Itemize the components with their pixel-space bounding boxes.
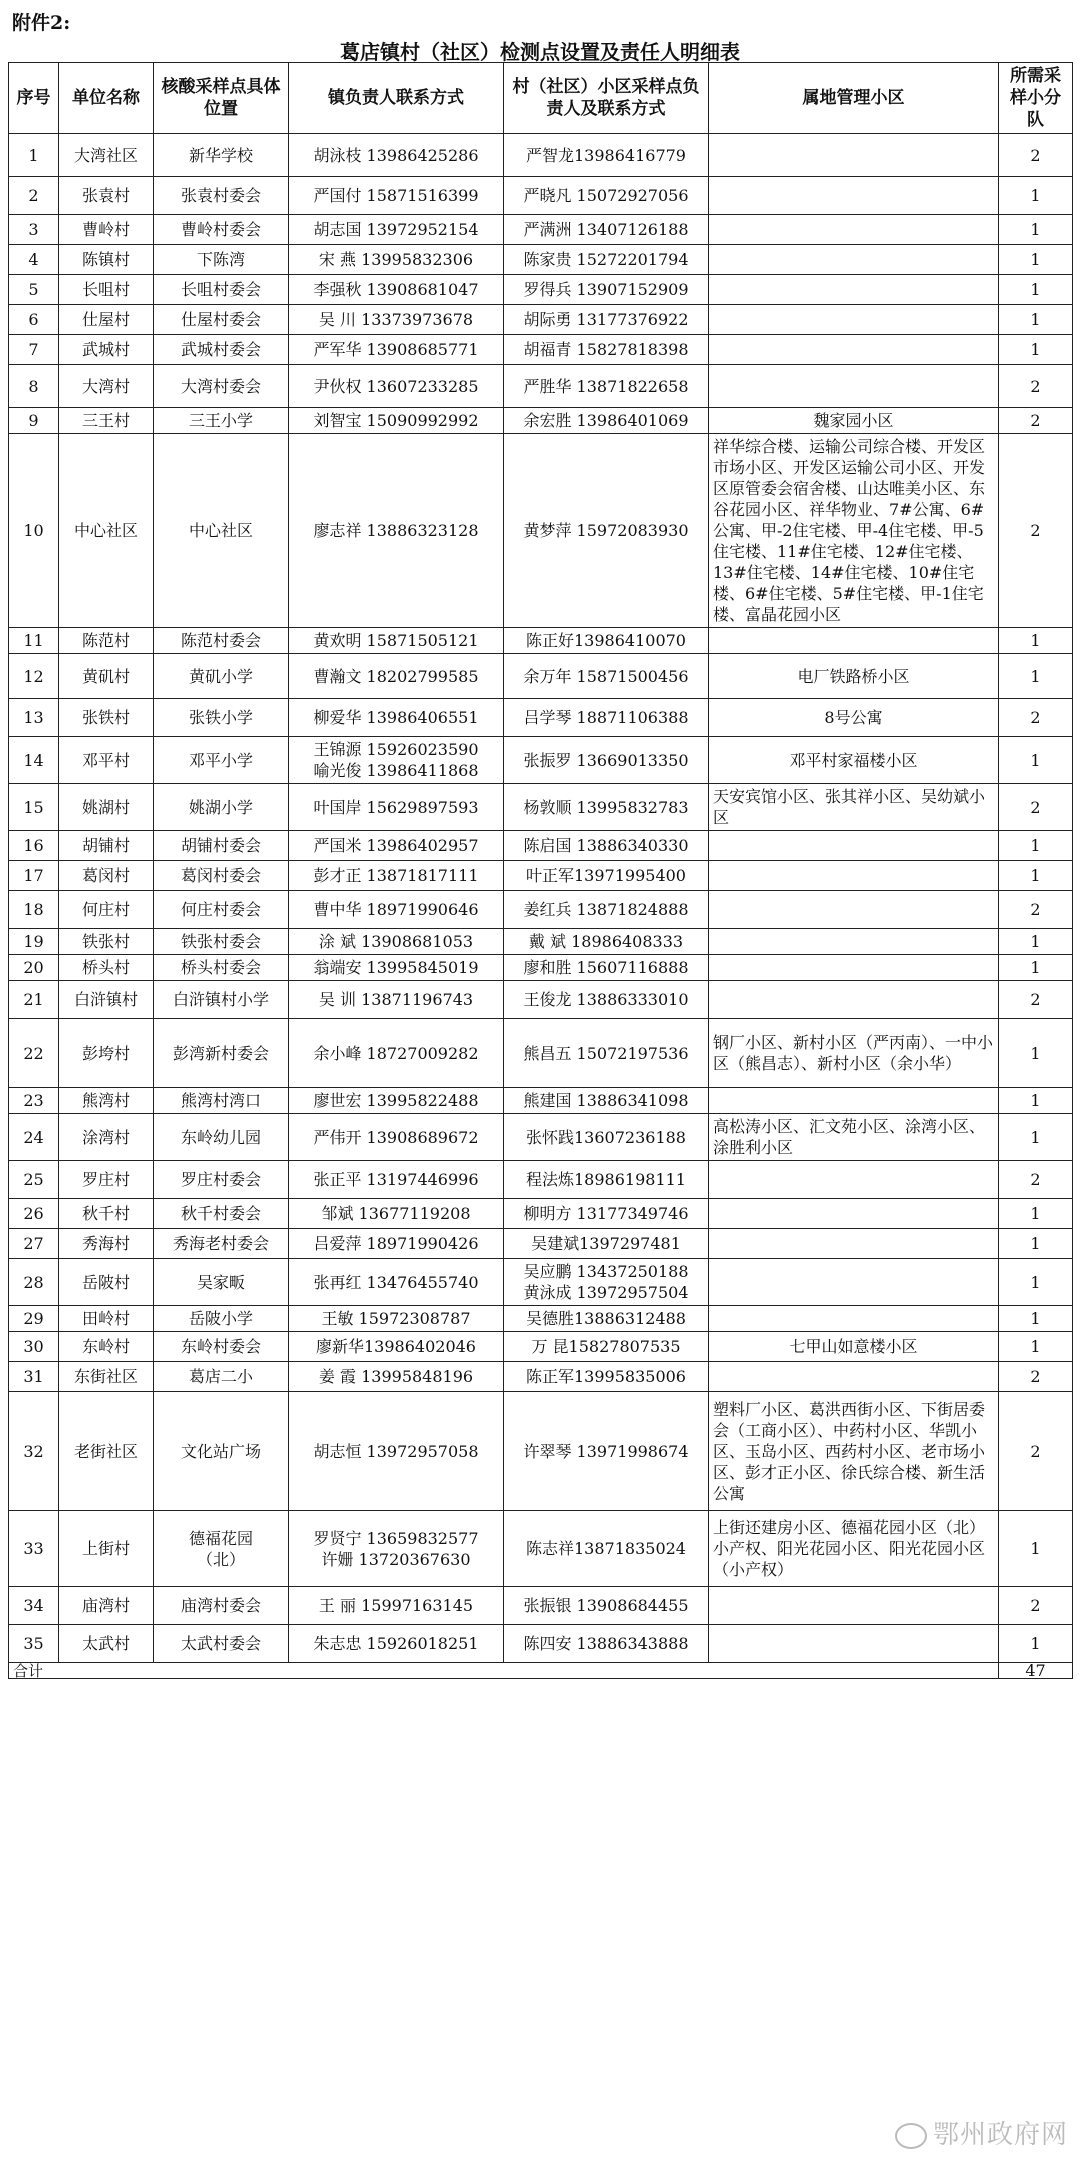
cell-communities: 高松涛小区、汇文苑小区、涂湾小区、涂胜利小区 <box>709 1114 999 1161</box>
cell-communities <box>709 245 999 275</box>
cell-location: 胡铺村委会 <box>154 831 289 861</box>
cell-location: 德福花园 （北） <box>154 1511 289 1587</box>
cell-seq: 27 <box>9 1229 59 1259</box>
cell-communities: 8号公寓 <box>709 699 999 737</box>
cell-village-contact: 黄梦萍 15972083930 <box>504 434 709 628</box>
cell-village-contact: 张怀践13607236188 <box>504 1114 709 1161</box>
table-row <box>9 305 1073 335</box>
cell-communities: 钢厂小区、新村小区（严丙南）、一中小区（熊昌志）、新村小区（余小华） <box>709 1019 999 1088</box>
cell-communities: 上街还建房小区、德福花园小区（北）小产权、阳光花园小区、阳光花园小区（小产权） <box>709 1511 999 1587</box>
cell-seq: 28 <box>9 1259 59 1306</box>
cell-town-contact: 黄欢明 15871505121 <box>289 628 504 654</box>
cell-teams: 1 <box>999 275 1073 305</box>
cell-village-contact: 吴德胜13886312488 <box>504 1306 709 1332</box>
cell-communities <box>709 1306 999 1332</box>
cell-teams: 1 <box>999 1625 1073 1663</box>
cell-village-contact: 叶正军13971995400 <box>504 861 709 891</box>
cell-unit: 中心社区 <box>59 434 154 628</box>
cell-unit: 曹岭村 <box>59 215 154 245</box>
cell-town-contact: 吴 川 13373973678 <box>289 305 504 335</box>
table-row <box>9 335 1073 365</box>
table-row <box>9 245 1073 275</box>
cell-village-contact: 廖和胜 15607116888 <box>504 955 709 981</box>
table-row <box>9 1019 1073 1088</box>
cell-location: 葛店二小 <box>154 1362 289 1392</box>
cell-town-contact: 王 丽 15997163145 <box>289 1587 504 1625</box>
cell-teams: 1 <box>999 1229 1073 1259</box>
cell-teams: 2 <box>999 365 1073 408</box>
cell-town-contact: 罗贤宁 13659832577 许姗 13720367630 <box>289 1511 504 1587</box>
cell-communities <box>709 305 999 335</box>
cell-unit: 大湾村 <box>59 365 154 408</box>
cell-unit: 彭垮村 <box>59 1019 154 1088</box>
cell-seq: 30 <box>9 1332 59 1362</box>
table-row <box>9 981 1073 1019</box>
cell-location: 黄矶小学 <box>154 654 289 699</box>
cell-town-contact: 廖新华13986402046 <box>289 1332 504 1362</box>
cell-location: 陈范村委会 <box>154 628 289 654</box>
cell-town-contact: 张正平 13197446996 <box>289 1161 504 1199</box>
cell-communities: 天安宾馆小区、张其祥小区、吴幼斌小区 <box>709 784 999 831</box>
cell-communities <box>709 1259 999 1306</box>
cell-location: 长咀村委会 <box>154 275 289 305</box>
cell-teams: 2 <box>999 1587 1073 1625</box>
cell-unit: 东岭村 <box>59 1332 154 1362</box>
cell-unit: 庙湾村 <box>59 1587 154 1625</box>
watermark <box>895 2114 1068 2151</box>
cell-location: 岳陂小学 <box>154 1306 289 1332</box>
cell-unit: 黄矶村 <box>59 654 154 699</box>
cell-teams: 2 <box>999 699 1073 737</box>
cell-village-contact: 张振罗 13669013350 <box>504 737 709 784</box>
cell-town-contact: 余小峰 18727009282 <box>289 1019 504 1088</box>
cell-location: 庙湾村委会 <box>154 1587 289 1625</box>
cell-unit: 姚湖村 <box>59 784 154 831</box>
cell-village-contact: 余万年 15871500456 <box>504 654 709 699</box>
cell-town-contact: 严国米 13986402957 <box>289 831 504 861</box>
cell-teams: 1 <box>999 955 1073 981</box>
cell-teams: 1 <box>999 305 1073 335</box>
cell-town-contact: 王锦源 15926023590 喻光俊 13986411868 <box>289 737 504 784</box>
cell-teams: 2 <box>999 981 1073 1019</box>
cell-seq: 16 <box>9 831 59 861</box>
cell-village-contact: 杨敦顺 13995832783 <box>504 784 709 831</box>
cell-teams: 1 <box>999 737 1073 784</box>
attachment-label: 附件2: <box>12 12 71 34</box>
cell-town-contact: 刘智宝 15090992992 <box>289 408 504 434</box>
cell-unit: 白浒镇村 <box>59 981 154 1019</box>
table-row <box>9 1088 1073 1114</box>
cell-teams: 2 <box>999 434 1073 628</box>
cell-town-contact: 柳爱华 13986406551 <box>289 699 504 737</box>
cell-seq: 14 <box>9 737 59 784</box>
cell-teams: 1 <box>999 861 1073 891</box>
table-row <box>9 737 1073 784</box>
cell-town-contact: 曹瀚文 18202799585 <box>289 654 504 699</box>
cell-location: 曹岭村委会 <box>154 215 289 245</box>
table-row <box>9 1332 1073 1362</box>
table-row <box>9 275 1073 305</box>
cell-village-contact: 王俊龙 13886333010 <box>504 981 709 1019</box>
cell-town-contact: 张再红 13476455740 <box>289 1259 504 1306</box>
cell-seq: 18 <box>9 891 59 929</box>
table-row <box>9 1587 1073 1625</box>
cell-village-contact: 胡际勇 13177376922 <box>504 305 709 335</box>
cell-town-contact: 王敏 15972308787 <box>289 1306 504 1332</box>
cell-seq: 33 <box>9 1511 59 1587</box>
total-value: 47 <box>999 1663 1073 1679</box>
cell-town-contact: 廖志祥 13886323128 <box>289 434 504 628</box>
cell-location: 太武村委会 <box>154 1625 289 1663</box>
cell-town-contact: 彭才正 13871817111 <box>289 861 504 891</box>
cell-unit: 三王村 <box>59 408 154 434</box>
cell-village-contact: 熊建国 13886341098 <box>504 1088 709 1114</box>
cell-teams: 1 <box>999 177 1073 215</box>
cell-seq: 23 <box>9 1088 59 1114</box>
cell-seq: 13 <box>9 699 59 737</box>
cell-unit: 田岭村 <box>59 1306 154 1332</box>
cell-unit: 陈范村 <box>59 628 154 654</box>
cell-town-contact: 胡泳枝 13986425286 <box>289 134 504 177</box>
cell-seq: 32 <box>9 1392 59 1511</box>
cell-village-contact: 熊昌五 15072197536 <box>504 1019 709 1088</box>
cell-seq: 34 <box>9 1587 59 1625</box>
cell-location: 邓平小学 <box>154 737 289 784</box>
cell-location: 何庄村委会 <box>154 891 289 929</box>
cell-village-contact: 陈正军13995835006 <box>504 1362 709 1392</box>
cell-village-contact: 胡福青 15827818398 <box>504 335 709 365</box>
cell-teams: 1 <box>999 929 1073 955</box>
cell-location: 罗庄村委会 <box>154 1161 289 1199</box>
cell-communities <box>709 275 999 305</box>
cell-seq: 26 <box>9 1199 59 1229</box>
cell-teams: 1 <box>999 1511 1073 1587</box>
cell-unit: 桥头村 <box>59 955 154 981</box>
cell-location: 铁张村委会 <box>154 929 289 955</box>
table-row <box>9 1392 1073 1511</box>
table-row <box>9 929 1073 955</box>
cell-communities <box>709 1229 999 1259</box>
table-row <box>9 1229 1073 1259</box>
cell-town-contact: 廖世宏 13995822488 <box>289 1088 504 1114</box>
cell-seq: 21 <box>9 981 59 1019</box>
cell-location: 武城村委会 <box>154 335 289 365</box>
cell-location: 葛闵村委会 <box>154 861 289 891</box>
cell-location: 东岭村委会 <box>154 1332 289 1362</box>
cell-village-contact: 严智龙13986416779 <box>504 134 709 177</box>
cell-teams: 1 <box>999 215 1073 245</box>
cell-village-contact: 戴 斌 18986408333 <box>504 929 709 955</box>
cell-location: 吴家畈 <box>154 1259 289 1306</box>
cell-seq: 2 <box>9 177 59 215</box>
header-teams: 所需采样小分队 <box>999 63 1073 134</box>
table-row <box>9 1362 1073 1392</box>
table-row <box>9 699 1073 737</box>
cell-seq: 11 <box>9 628 59 654</box>
cell-communities <box>709 981 999 1019</box>
cell-town-contact: 尹伙权 13607233285 <box>289 365 504 408</box>
cell-town-contact: 李强秋 13908681047 <box>289 275 504 305</box>
cell-communities <box>709 134 999 177</box>
cell-seq: 10 <box>9 434 59 628</box>
cell-location: 大湾村委会 <box>154 365 289 408</box>
cell-village-contact: 罗得兵 13907152909 <box>504 275 709 305</box>
cell-village-contact: 许翠琴 13971998674 <box>504 1392 709 1511</box>
cell-communities <box>709 955 999 981</box>
table-row <box>9 177 1073 215</box>
cell-teams: 1 <box>999 1306 1073 1332</box>
cell-village-contact: 严满洲 13407126188 <box>504 215 709 245</box>
header-village-contact: 村（社区）小区采样点负责人及联系方式 <box>504 63 709 134</box>
cell-village-contact: 严胜华 13871822658 <box>504 365 709 408</box>
table-row <box>9 891 1073 929</box>
table-row <box>9 1259 1073 1306</box>
cell-unit: 陈镇村 <box>59 245 154 275</box>
weibo-icon <box>895 2123 927 2149</box>
cell-seq: 9 <box>9 408 59 434</box>
cell-village-contact: 陈正好13986410070 <box>504 628 709 654</box>
cell-communities <box>709 215 999 245</box>
cell-seq: 8 <box>9 365 59 408</box>
cell-village-contact: 吴建斌1397297481 <box>504 1229 709 1259</box>
cell-teams: 2 <box>999 891 1073 929</box>
cell-unit: 何庄村 <box>59 891 154 929</box>
cell-town-contact: 姜 霞 13995848196 <box>289 1362 504 1392</box>
cell-communities <box>709 365 999 408</box>
cell-location: 张铁小学 <box>154 699 289 737</box>
cell-unit: 涂湾村 <box>59 1114 154 1161</box>
cell-teams: 2 <box>999 134 1073 177</box>
cell-unit: 罗庄村 <box>59 1161 154 1199</box>
header-location: 核酸采样点具体位置 <box>154 63 289 134</box>
watermark-text: 鄂州政府网 <box>932 2120 1068 2150</box>
cell-teams: 2 <box>999 1161 1073 1199</box>
table-row <box>9 1306 1073 1332</box>
cell-village-contact: 姜红兵 13871824888 <box>504 891 709 929</box>
cell-town-contact: 胡志国 13972952154 <box>289 215 504 245</box>
cell-town-contact: 翁端安 13995845019 <box>289 955 504 981</box>
table-row <box>9 434 1073 628</box>
cell-unit: 铁张村 <box>59 929 154 955</box>
table-row <box>9 831 1073 861</box>
table-row <box>9 955 1073 981</box>
cell-location: 文化站广场 <box>154 1392 289 1511</box>
cell-location: 桥头村委会 <box>154 955 289 981</box>
table-row <box>9 1625 1073 1663</box>
cell-communities <box>709 1625 999 1663</box>
cell-communities <box>709 831 999 861</box>
cell-seq: 17 <box>9 861 59 891</box>
cell-communities: 魏家园小区 <box>709 408 999 434</box>
table-row <box>9 408 1073 434</box>
cell-unit: 熊湾村 <box>59 1088 154 1114</box>
cell-seq: 35 <box>9 1625 59 1663</box>
cell-village-contact: 柳明方 13177349746 <box>504 1199 709 1229</box>
cell-communities <box>709 1362 999 1392</box>
cell-teams: 1 <box>999 1199 1073 1229</box>
table-row <box>9 134 1073 177</box>
cell-village-contact: 陈启国 13886340330 <box>504 831 709 861</box>
cell-location: 下陈湾 <box>154 245 289 275</box>
cell-town-contact: 宋 燕 13995832306 <box>289 245 504 275</box>
header-row <box>9 63 1073 134</box>
cell-seq: 31 <box>9 1362 59 1392</box>
cell-location: 熊湾村湾口 <box>154 1088 289 1114</box>
cell-teams: 1 <box>999 1088 1073 1114</box>
cell-seq: 12 <box>9 654 59 699</box>
cell-village-contact: 陈家贵 15272201794 <box>504 245 709 275</box>
header-seq: 序号 <box>9 63 59 134</box>
cell-town-contact: 吕爱萍 18971990426 <box>289 1229 504 1259</box>
cell-teams: 2 <box>999 1392 1073 1511</box>
cell-seq: 22 <box>9 1019 59 1088</box>
cell-communities <box>709 335 999 365</box>
cell-teams: 1 <box>999 335 1073 365</box>
total-row <box>9 1663 1073 1679</box>
cell-unit: 邓平村 <box>59 737 154 784</box>
cell-seq: 25 <box>9 1161 59 1199</box>
table-row <box>9 1161 1073 1199</box>
table-title: 葛店镇村（社区）检测点设置及责任人明细表 <box>340 40 740 64</box>
cell-village-contact: 万 昆15827807535 <box>504 1332 709 1362</box>
cell-unit: 葛闵村 <box>59 861 154 891</box>
cell-unit: 大湾社区 <box>59 134 154 177</box>
cell-communities <box>709 1088 999 1114</box>
cell-location: 姚湖小学 <box>154 784 289 831</box>
table-row <box>9 215 1073 245</box>
cell-unit: 东街社区 <box>59 1362 154 1392</box>
cell-village-contact: 陈四安 13886343888 <box>504 1625 709 1663</box>
cell-unit: 武城村 <box>59 335 154 365</box>
cell-town-contact: 严国付 15871516399 <box>289 177 504 215</box>
cell-unit: 仕屋村 <box>59 305 154 335</box>
cell-location: 东岭幼儿园 <box>154 1114 289 1161</box>
cell-town-contact: 涂 斌 13908681053 <box>289 929 504 955</box>
cell-town-contact: 吴 训 13871196743 <box>289 981 504 1019</box>
cell-location: 秋千村委会 <box>154 1199 289 1229</box>
cell-communities <box>709 1161 999 1199</box>
cell-communities: 邓平村家福楼小区 <box>709 737 999 784</box>
cell-town-contact: 严伟开 13908689672 <box>289 1114 504 1161</box>
cell-communities <box>709 1199 999 1229</box>
table-row <box>9 654 1073 699</box>
cell-unit: 张袁村 <box>59 177 154 215</box>
cell-seq: 7 <box>9 335 59 365</box>
cell-location: 张袁村委会 <box>154 177 289 215</box>
detail-table <box>8 62 1073 1679</box>
table-row <box>9 1511 1073 1587</box>
cell-location: 彭湾新村委会 <box>154 1019 289 1088</box>
cell-village-contact: 严晓凡 15072927056 <box>504 177 709 215</box>
cell-seq: 3 <box>9 215 59 245</box>
cell-seq: 5 <box>9 275 59 305</box>
cell-communities <box>709 177 999 215</box>
cell-town-contact: 叶国岸 15629897593 <box>289 784 504 831</box>
cell-town-contact: 严军华 13908685771 <box>289 335 504 365</box>
cell-unit: 岳陂村 <box>59 1259 154 1306</box>
cell-teams: 1 <box>999 1114 1073 1161</box>
cell-location: 仕屋村委会 <box>154 305 289 335</box>
cell-seq: 29 <box>9 1306 59 1332</box>
cell-seq: 4 <box>9 245 59 275</box>
table-row <box>9 861 1073 891</box>
cell-village-contact: 程法炼18986198111 <box>504 1161 709 1199</box>
cell-location: 白浒镇村小学 <box>154 981 289 1019</box>
total-label: 合计 <box>9 1663 999 1679</box>
cell-teams: 1 <box>999 1019 1073 1088</box>
cell-location: 三王小学 <box>154 408 289 434</box>
cell-communities <box>709 929 999 955</box>
table-row <box>9 628 1073 654</box>
cell-location: 中心社区 <box>154 434 289 628</box>
cell-teams: 2 <box>999 408 1073 434</box>
header-unit: 单位名称 <box>59 63 154 134</box>
cell-seq: 19 <box>9 929 59 955</box>
table-row <box>9 784 1073 831</box>
cell-teams: 1 <box>999 628 1073 654</box>
cell-communities <box>709 861 999 891</box>
cell-village-contact: 余宏胜 13986401069 <box>504 408 709 434</box>
cell-communities <box>709 1587 999 1625</box>
cell-location: 秀海老村委会 <box>154 1229 289 1259</box>
cell-teams: 1 <box>999 654 1073 699</box>
cell-seq: 24 <box>9 1114 59 1161</box>
cell-village-contact: 吴应鹏 13437250188 黄泳成 13972957504 <box>504 1259 709 1306</box>
cell-teams: 1 <box>999 245 1073 275</box>
cell-village-contact: 吕学琴 18871106388 <box>504 699 709 737</box>
cell-teams: 1 <box>999 831 1073 861</box>
cell-location: 新华学校 <box>154 134 289 177</box>
cell-unit: 秋千村 <box>59 1199 154 1229</box>
cell-village-contact: 张振银 13908684455 <box>504 1587 709 1625</box>
cell-teams: 1 <box>999 1332 1073 1362</box>
cell-unit: 上街村 <box>59 1511 154 1587</box>
cell-town-contact: 朱志忠 15926018251 <box>289 1625 504 1663</box>
cell-teams: 2 <box>999 1362 1073 1392</box>
table-row <box>9 365 1073 408</box>
cell-teams: 1 <box>999 1259 1073 1306</box>
cell-unit: 张铁村 <box>59 699 154 737</box>
cell-teams: 2 <box>999 784 1073 831</box>
cell-communities: 七甲山如意楼小区 <box>709 1332 999 1362</box>
cell-town-contact: 胡志恒 13972957058 <box>289 1392 504 1511</box>
cell-unit: 胡铺村 <box>59 831 154 861</box>
header-town-contact: 镇负责人联系方式 <box>289 63 504 134</box>
cell-communities: 祥华综合楼、运输公司综合楼、开发区市场小区、开发区运输公司小区、开发区原管委会宿舍楼、山达唯美小区、东谷花园小区、祥华物业、7#公寓、6#公寓、甲-2住宅楼、甲-4住宅楼、甲-5住宅楼、11#住宅楼、12#住宅楼、13#住宅楼、14#住宅楼、10#住宅楼、6#住宅楼、5#住宅楼、甲-1住宅楼、富晶花园小区 <box>709 434 999 628</box>
cell-seq: 20 <box>9 955 59 981</box>
cell-seq: 6 <box>9 305 59 335</box>
table-row <box>9 1114 1073 1161</box>
cell-town-contact: 邹斌 13677119208 <box>289 1199 504 1229</box>
cell-town-contact: 曹中华 18971990646 <box>289 891 504 929</box>
table-row <box>9 1199 1073 1229</box>
cell-communities: 电厂铁路桥小区 <box>709 654 999 699</box>
cell-communities <box>709 628 999 654</box>
cell-village-contact: 陈志祥13871835024 <box>504 1511 709 1587</box>
cell-communities: 塑料厂小区、葛洪西街小区、下街居委会（工商小区）、中药村小区、华凯小区、玉岛小区、西药村小区、老市场小区、彭才正小区、徐氏综合楼、新生活公寓 <box>709 1392 999 1511</box>
cell-seq: 1 <box>9 134 59 177</box>
cell-unit: 长咀村 <box>59 275 154 305</box>
cell-unit: 太武村 <box>59 1625 154 1663</box>
cell-unit: 秀海村 <box>59 1229 154 1259</box>
header-communities: 属地管理小区 <box>709 63 999 134</box>
cell-communities <box>709 891 999 929</box>
cell-unit: 老街社区 <box>59 1392 154 1511</box>
cell-seq: 15 <box>9 784 59 831</box>
